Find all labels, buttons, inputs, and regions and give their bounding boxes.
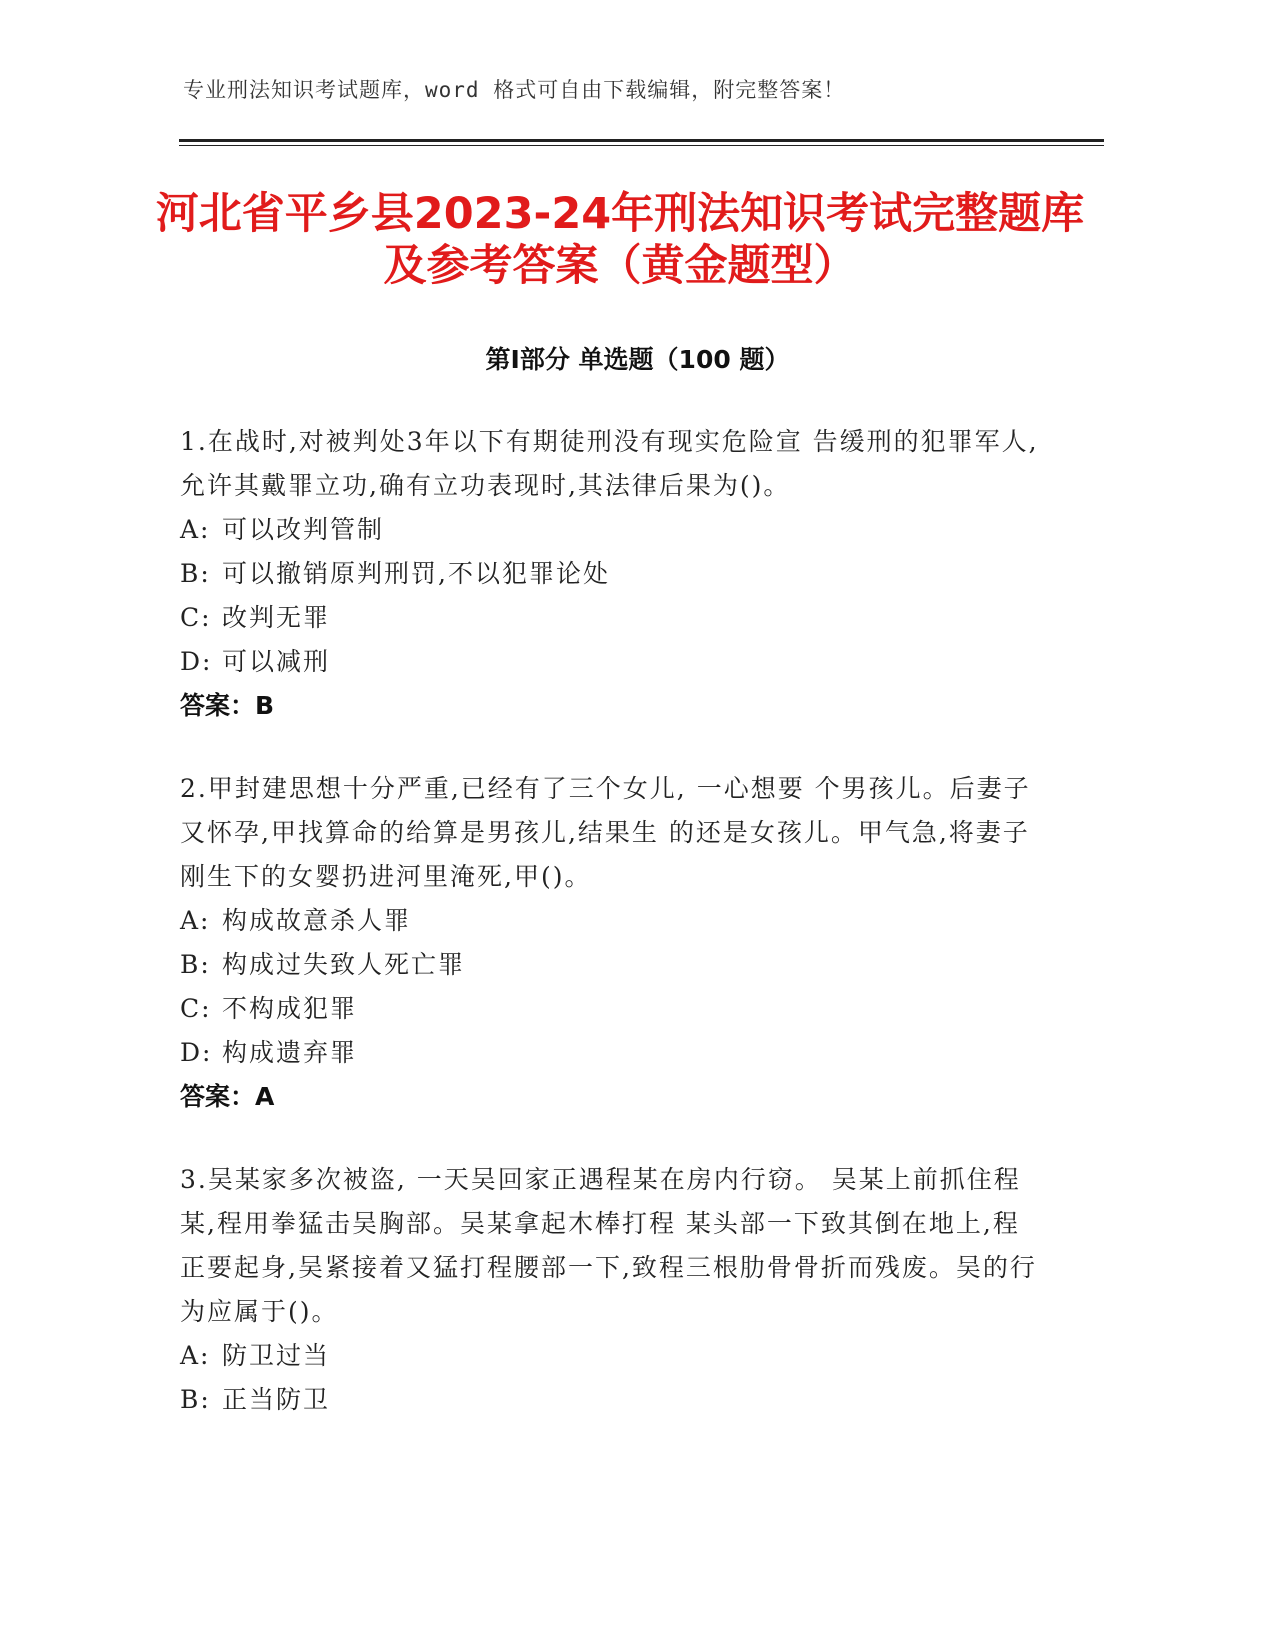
document-title: 河北省平乡县2023-24年刑法知识考试完整题库及参考答案（黄金题型） <box>155 189 1085 291</box>
option-key: A: <box>180 515 211 544</box>
option-a <box>180 899 1040 943</box>
answer-value: A <box>255 1082 275 1111</box>
option-key: B: <box>180 950 211 979</box>
question-stem: 2.甲封建思想十分严重,已经有了三个女儿, 一心想要 个男孩儿。后妻子又怀孕,甲找算命的给算是男孩儿,结果生 的还是女孩儿。甲气急,将妻子刚生下的女婴扔进河里淹死,甲()。 <box>180 774 1031 891</box>
header-rule-thick <box>179 139 1104 142</box>
option-text: 构成故意杀人罪 <box>222 906 412 935</box>
option-a <box>180 508 1040 552</box>
question-1 <box>180 420 1040 728</box>
option-key: A: <box>180 1341 211 1370</box>
option-d <box>180 1031 1040 1075</box>
option-b <box>180 943 1040 987</box>
option-b <box>180 552 1040 596</box>
option-c <box>180 596 1040 640</box>
header-rule-thin <box>179 145 1104 146</box>
option-key: C: <box>180 994 212 1023</box>
option-d <box>180 640 1040 684</box>
option-text: 正当防卫 <box>222 1385 331 1414</box>
option-a <box>180 1334 1040 1378</box>
question-2 <box>180 767 1040 1119</box>
question-3 <box>180 1158 1040 1422</box>
answer-label: 答案： <box>180 1082 256 1111</box>
answer-line <box>180 684 1040 728</box>
option-key: C: <box>180 603 212 632</box>
option-key: D: <box>180 647 213 676</box>
answer-value: B <box>255 691 275 720</box>
option-text: 不构成犯罪 <box>222 994 358 1023</box>
answer-label: 答案： <box>180 691 256 720</box>
option-text: 可以撤销原判刑罚,不以犯罪论处 <box>222 559 610 588</box>
question-stem: 3.吴某家多次被盗, 一天吴回家正遇程某在房内行窃。 吴某上前抓住程某,程用拳猛击吴胸部。吴某拿起木棒打程 某头部一下致其倒在地上,程正要起身,吴紧接着又猛打程腰部一下,致程三根肋骨骨折而残废。吴的行为应属于()。 <box>180 1165 1037 1326</box>
option-text: 可以改判管制 <box>222 515 385 544</box>
option-key: B: <box>180 559 211 588</box>
option-text: 构成过失致人死亡罪 <box>222 950 466 979</box>
section-title: 第Ⅰ部分 单选题（100 题） <box>485 345 790 374</box>
option-text: 可以减刑 <box>222 647 331 676</box>
question-list <box>180 420 1040 1461</box>
option-text: 改判无罪 <box>222 603 331 632</box>
option-key: B: <box>180 1385 211 1414</box>
option-text: 防卫过当 <box>222 1341 331 1370</box>
answer-line <box>180 1075 1040 1119</box>
option-key: A: <box>180 906 211 935</box>
question-stem: 1.在战时,对被判处3年以下有期徒刑没有现实危险宣 告缓刑的犯罪军人,允许其戴罪立功,确有立功表现时,其法律后果为()。 <box>180 427 1039 500</box>
option-c <box>180 987 1040 1031</box>
option-key: D: <box>180 1038 213 1067</box>
header-note: 专业刑法知识考试题库，word 格式可自由下载编辑，附完整答案！ <box>183 78 846 102</box>
option-text: 构成遗弃罪 <box>222 1038 358 1067</box>
option-b <box>180 1378 1040 1422</box>
